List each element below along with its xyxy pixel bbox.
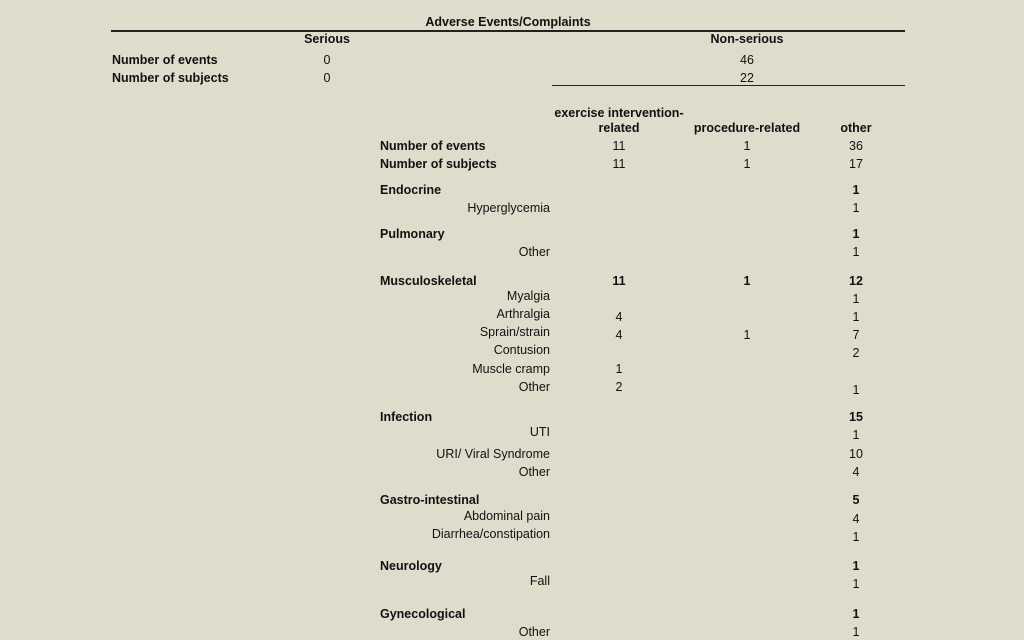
top-row-label: Number of events <box>112 53 218 67</box>
category-musculoskeletal: Musculoskeletal <box>380 274 477 288</box>
category-other: 5 <box>852 493 860 507</box>
category-gynecological: Gynecological <box>380 607 466 621</box>
item-name: Abdominal pain <box>463 509 550 523</box>
category-pulmonary: Pulmonary <box>380 227 445 241</box>
item-exercise: 1 <box>615 362 623 376</box>
item-name: Diarrhea/constipation <box>431 527 550 541</box>
table-title: Adverse Events/Complaints <box>425 15 591 29</box>
category-other: 15 <box>849 410 863 424</box>
summary-other: 36 <box>849 139 863 153</box>
item-other: 1 <box>852 530 860 544</box>
item-name: Myalgia <box>506 289 550 303</box>
category-other: 1 <box>852 183 860 197</box>
item-name: URI/ Viral Syndrome <box>436 447 550 461</box>
nonserious-header: Non-serious <box>710 32 784 46</box>
item-other: 1 <box>852 292 860 306</box>
item-name: Other <box>518 625 550 639</box>
top-row-label: Number of subjects <box>112 71 229 85</box>
item-name: Contusion <box>493 343 550 357</box>
item-name: UTI <box>529 425 550 439</box>
category-endocrine: Endocrine <box>380 183 442 197</box>
item-other: 1 <box>852 577 860 591</box>
category-exercise: 11 <box>612 274 626 288</box>
col-exercise-header: related <box>598 121 640 135</box>
item-name: Other <box>518 245 550 259</box>
item-name: Muscle cramp <box>472 362 550 376</box>
nonserious-rule <box>552 85 905 86</box>
summary-procedure: 1 <box>743 139 751 153</box>
category-neurology: Neurology <box>380 559 442 573</box>
item-exercise: 4 <box>615 328 623 342</box>
category-other: 12 <box>849 274 863 288</box>
item-name: Other <box>518 465 550 479</box>
summary-label: Number of events <box>380 139 486 153</box>
item-name: Arthralgia <box>496 307 550 321</box>
top-row-serious: 0 <box>323 53 331 67</box>
category-infection: Infection <box>380 410 433 424</box>
title-rule <box>111 30 905 32</box>
item-other: 1 <box>852 625 860 639</box>
item-other: 2 <box>852 346 860 360</box>
summary-label: Number of subjects <box>380 157 497 171</box>
category-gi: Gastro-intestinal <box>380 493 480 507</box>
item-name: Sprain/strain <box>479 325 550 339</box>
summary-other: 17 <box>849 157 863 171</box>
category-other: 1 <box>852 227 860 241</box>
category-other: 1 <box>852 607 860 621</box>
item-other: 1 <box>852 245 860 259</box>
item-exercise: 4 <box>615 310 623 324</box>
item-name: Other <box>518 380 550 394</box>
item-procedure: 1 <box>743 328 751 342</box>
top-row-serious: 0 <box>323 71 331 85</box>
col-other-header: other <box>840 121 872 135</box>
top-row-nonserious: 22 <box>740 71 754 85</box>
item-other: 1 <box>852 201 860 215</box>
category-procedure: 1 <box>743 274 751 288</box>
summary-exercise: 11 <box>612 157 626 171</box>
category-other: 1 <box>852 559 860 573</box>
item-other: 1 <box>852 428 860 442</box>
item-other: 4 <box>852 512 860 526</box>
item-other: 7 <box>852 328 860 342</box>
item-other: 4 <box>852 465 860 479</box>
summary-exercise: 11 <box>612 139 626 153</box>
item-name: Fall <box>529 574 550 588</box>
serious-header: Serious <box>304 32 350 46</box>
item-other: 1 <box>852 383 860 397</box>
item-other: 1 <box>852 310 860 324</box>
summary-procedure: 1 <box>743 157 751 171</box>
top-row-nonserious: 46 <box>740 53 754 67</box>
item-name: Hyperglycemia <box>467 201 550 215</box>
col-exercise-header: exercise intervention- <box>554 106 684 120</box>
item-other: 10 <box>849 447 863 461</box>
item-exercise: 2 <box>615 380 623 394</box>
col-procedure-header: procedure-related <box>693 121 801 135</box>
